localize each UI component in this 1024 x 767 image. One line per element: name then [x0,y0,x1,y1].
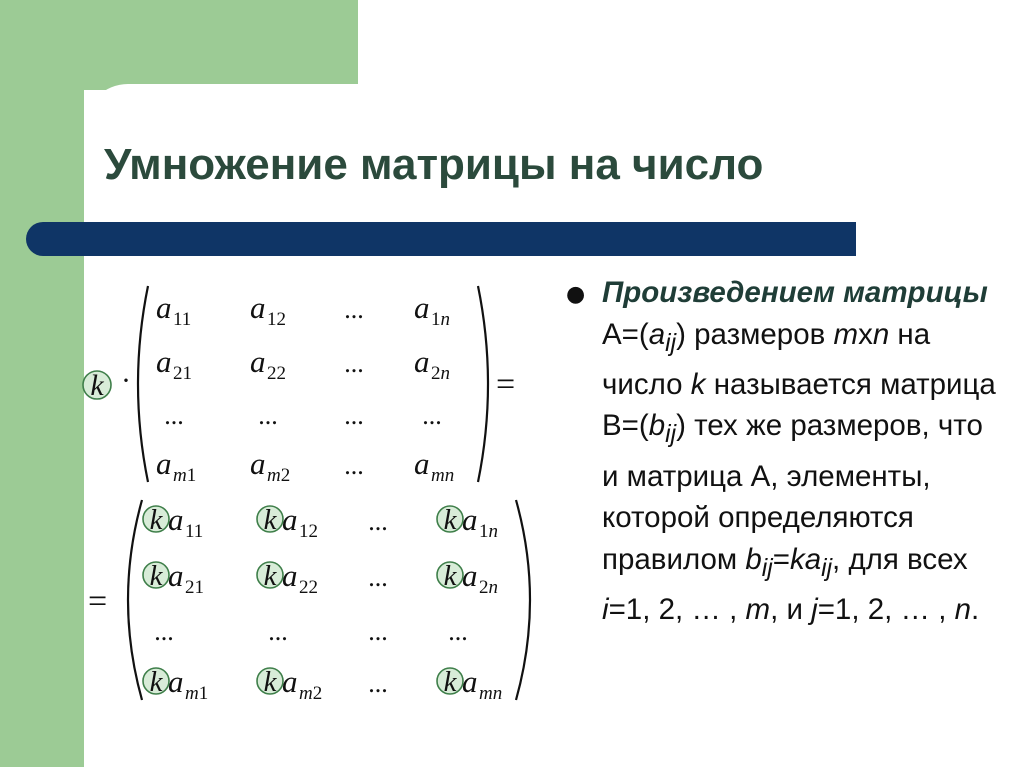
matrix-cell [344,349,364,378]
element-subscript: m1 [185,683,209,704]
scalar-k: k [263,560,277,592]
matrix-cell [143,502,203,542]
matrix-cell [368,563,388,592]
equals-sign-1: = [496,366,516,403]
equals-sign-2: = [88,583,108,620]
matrix-cell [437,664,502,704]
ellipsis: ... [268,617,288,646]
ellipsis: ... [344,451,364,480]
matrix-cell [414,290,450,330]
matrix-cell [414,446,454,486]
multiply-dot: · [121,364,131,397]
ellipsis: ... [368,617,388,646]
matrix-cell [344,451,364,480]
ellipsis: ... [258,401,278,430]
matrix-cell [250,290,286,330]
matrix-cell [257,558,318,598]
element-subscript: 1n [431,309,450,330]
ellipsis: ... [164,401,184,430]
matrix-cell [143,664,208,704]
element-subscript: 21 [173,363,192,384]
scalar-k: k [149,560,163,592]
element-base: a [250,290,266,325]
ellipsis: ... [368,563,388,592]
matrix-cell [164,401,184,430]
definition-text: Произведением матрицы $А=(a_{ij})$ размеров mxn на число k называется матрица $В=(b_{ij})$ тех же размеров, что и матрица А, элементы, которой определяются правилом $b_{ij}=ka_{ij}$, для всех i=1, 2, … , m, и j=1, 2, … , n. [602,276,996,627]
element-subscript: 12 [267,309,286,330]
matrix-cell [156,446,196,486]
term-bold: Произведением матрицы [602,276,988,309]
element-base: a [168,664,184,699]
element-base: a [156,446,172,481]
matrix-cell [414,344,450,384]
scalar-k: k [443,666,457,698]
element-base: a [282,664,298,699]
matrix-cell [344,295,364,324]
element-base: a [414,290,430,325]
scalar-k: k [149,666,163,698]
element-base: a [168,502,184,537]
matrix-cell [250,446,290,486]
element-subscript: 21 [185,577,204,598]
element-base: a [250,446,266,481]
matrix-cell [143,558,204,598]
element-subscript: 11 [173,309,192,330]
element-base: a [414,344,430,379]
matrix-cell [422,401,442,430]
scalar-k: k [263,666,277,698]
matrix-cell [368,669,388,698]
element-subscript: m2 [267,465,291,486]
element-subscript: mn [479,683,503,704]
matrix-cell [368,507,388,536]
element-base: a [168,558,184,593]
matrix-cell [257,502,318,542]
element-base: a [156,290,172,325]
element-subscript: 22 [267,363,286,384]
matrix-cell [154,617,174,646]
ellipsis: ... [344,401,364,430]
left-paren-a [138,286,148,482]
element-subscript: 22 [299,577,318,598]
bullet-dot: ● [566,282,586,307]
matrix-cell [368,617,388,646]
svg-text:k: k [90,369,104,402]
scalar-k: k [443,504,457,536]
element-base: a [156,344,172,379]
matrix-ka [143,502,502,704]
scalar-k: k [149,504,163,536]
matrix-cell [156,344,192,384]
matrix-cell [437,502,498,542]
ellipsis: ... [344,349,364,378]
right-paren-a [478,286,488,482]
ellipsis: ... [154,617,174,646]
slide-title: Умножение матрицы на число [104,140,764,189]
scalar-k: k [263,504,277,536]
matrix-cell [268,617,288,646]
element-subscript: 2n [431,363,450,384]
matrix-cell [344,401,364,430]
element-base: a [282,502,298,537]
right-paren-ka [516,500,530,700]
ellipsis: ... [344,295,364,324]
element-base: a [462,502,478,537]
scalar-k [83,369,111,402]
element-base: a [250,344,266,379]
element-subscript: 11 [185,521,204,542]
element-subscript: 2n [479,577,498,598]
element-subscript: 12 [299,521,318,542]
matrix-cell [156,290,191,330]
matrix-cell [250,344,286,384]
ellipsis: ... [368,669,388,698]
element-subscript: m2 [299,683,323,704]
element-base: a [414,446,430,481]
element-subscript: 1n [479,521,498,542]
element-subscript: m1 [173,465,197,486]
matrix-cell [437,558,498,598]
scalar-k: k [443,560,457,592]
matrix-cell [257,664,322,704]
ellipsis: ... [422,401,442,430]
matrix-a [156,290,454,486]
ellipsis: ... [368,507,388,536]
matrix-cell [448,617,468,646]
element-base: a [282,558,298,593]
element-subscript: mn [431,465,455,486]
element-base: a [462,664,478,699]
ellipsis: ... [448,617,468,646]
element-base: a [462,558,478,593]
matrix-cell [258,401,278,430]
left-paren-ka [128,500,142,700]
